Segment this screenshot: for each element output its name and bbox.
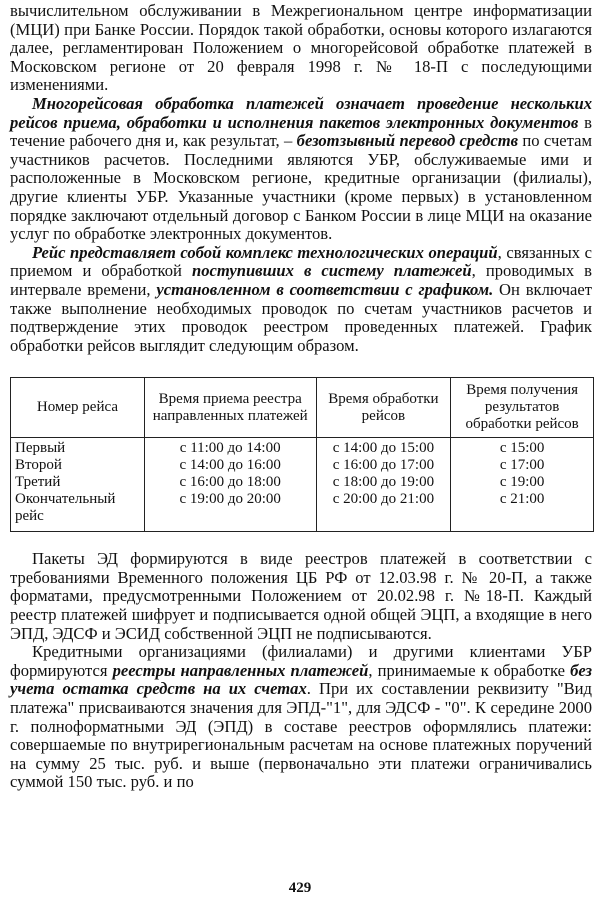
schedule-table	[10, 377, 594, 532]
table-cell: Второй	[11, 457, 145, 474]
table-row	[11, 491, 594, 532]
paragraph-4: Пакеты ЭД формируются в виде реестров платежей в соответствии с требованиями Временного положения ЦБ РФ от 12.03.98 г. № 20-П, а также форматами, предусмотренными Положением от 20.02.98 г. №18-П. Каждый реестр платежей шифрует и подписывается одной общей ЭЦП, а входящие в него ЭПД, ЭДСФ и ЭСИД собственной ЭЦП не подписываются.	[10, 549, 592, 643]
table-header-row	[11, 378, 594, 438]
table-cell: Третий	[11, 474, 145, 491]
table-cell: с 16:00 до 18:00	[144, 474, 316, 491]
table-cell: Окончательный рейс	[11, 491, 145, 532]
table-cell: с 20:00 до 21:00	[316, 491, 451, 532]
table-cell: с 16:00 до 17:00	[316, 457, 451, 474]
paragraph-3: Рейс представляет собой комплекс технологических операций, связанных с приемом и обработкой поступивших в систему платежей, проводимых в интервале времени, установленном в соответствии с графиком. Он включает также выполнение необходимых проводок по счетам участников расчетов и подтверждение этих проводок реестром проведенных платежей. График обработки рейсов выглядит следующим образом.	[10, 242, 592, 355]
header-result-time: Время получения результатов обработки рейсов	[451, 378, 594, 438]
term-incoming-payments: поступивших в систему платежей	[191, 261, 472, 281]
term-run-definition: Рейс представляет собой комплекс технологических операций	[32, 242, 498, 262]
header-run-number: Номер рейса	[11, 378, 145, 438]
table-cell: Первый	[11, 438, 145, 458]
page-number: 429	[288, 880, 312, 896]
paragraph-5: Кредитными организациями (филиалами) и другими клиентами УБР формируются реестры направленных платежей, принимаемые к обработке без учета остатка средств на их счетах. При их составлении реквизиту "Вид платежа" присваиваются значения для ЭПД-"1", для ЭДСФ - "0". К середине 2000 г. полноформатными ЭД (ЭПД) в составе реестров оформлялись платежи: совершаемые по внутрирегиональным расчетам на основе платежных поручений на сумму 25 тыс. руб. и выше (первоначально эти платежи ограничивались суммой 150 тыс. руб. и по	[10, 642, 592, 792]
table-cell: с 21:00	[451, 491, 594, 532]
table-cell: с 19:00 до 20:00	[144, 491, 316, 532]
paragraph-1: вычислительном обслуживании в Межрегиональном центре информатизации (МЦИ) при Банке России. Порядок такой обработки, основы которого излагаются далее, регламентирован Положением о многорейсовой обработке платежей в Московском регионе от 20 февраля 1998 г. № 18-П с последующими изменениями.	[10, 1, 592, 95]
table-cell: с 14:00 до 16:00	[144, 457, 316, 474]
table-cell: с 14:00 до 15:00	[316, 438, 451, 458]
table-cell: с 18:00 до 19:00	[316, 474, 451, 491]
table-cell: с 19:00	[451, 474, 594, 491]
term-schedule: установленном в соответствии с графиком.	[156, 279, 494, 299]
header-processing-time: Время обработки рейсов	[316, 378, 451, 438]
term-without-balance: без учета остатка средств на их счетах	[10, 660, 592, 699]
table-row	[11, 438, 594, 458]
table-cell: с 15:00	[451, 438, 594, 458]
paragraph-2: Многорейсовая обработка платежей означает проведение нескольких рейсов приема, обработки и исполнения пакетов электронных документов в течение рабочего дня и, как результат, – безотзывный перевод средств по счетам участников расчетов. Последними являются УБР, обслуживаемые ими и расположенные в Московском регионе, кредитные организации (филиалы), другие клиенты УБР. Указанные участники (кроме первых) в установленном порядке заключают отдельный договор с Банком России в лице МЦИ на оказание услуг по обработке электронных документов.	[10, 93, 592, 244]
term-irrevocable-transfer: безотзывный перевод средств	[296, 131, 519, 151]
table-cell: с 17:00	[451, 457, 594, 474]
header-receive-time: Время приема реестра направленных платежей	[144, 378, 316, 438]
table-row	[11, 457, 594, 474]
table-row	[11, 474, 594, 491]
term-multirun-processing: Многорейсовая обработка платежей означает проведение нескольких рейсов приема, обработки и исполнения пакетов электронных документов	[10, 93, 592, 132]
term-payment-registers: реестры направленных платежей	[112, 660, 369, 680]
table-cell: с 11:00 до 14:00	[144, 438, 316, 458]
